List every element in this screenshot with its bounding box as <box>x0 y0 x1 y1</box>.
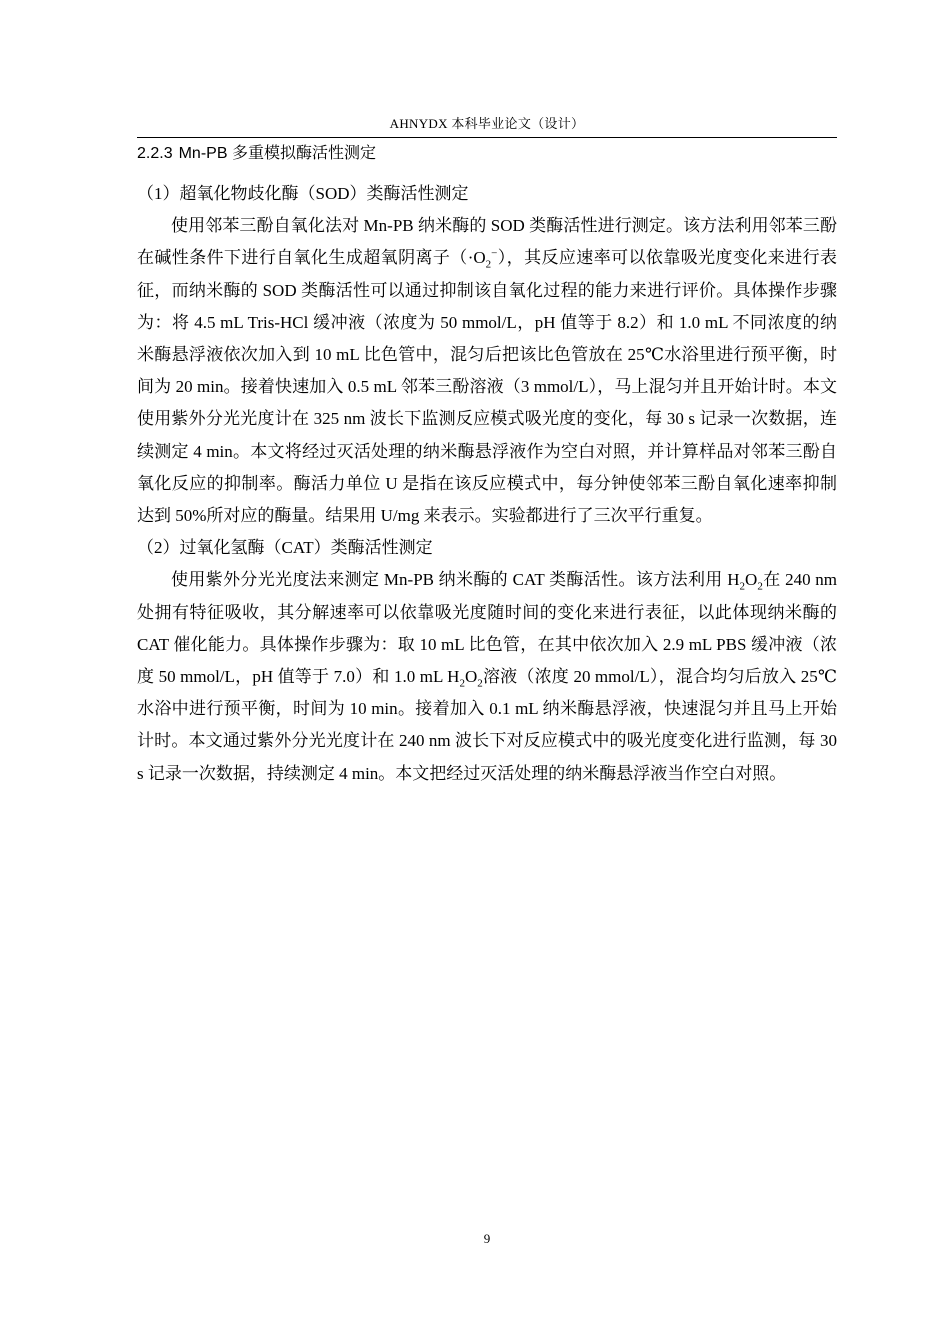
sod-text-a: 使用邻苯三酚自氧化法对 Mn-PB 纳米酶的 SOD 类酶活性进行测定。该方法利用邻苯三酚在碱性条件下进行自氧化生成超氧阴离子（·O <box>137 216 837 268</box>
cat-text-a: 使用紫外分光光度法来测定 Mn-PB 纳米酶的 CAT 类酶活性。该方法利用 H <box>171 570 740 590</box>
h2o2-subscript: 2 <box>459 677 465 690</box>
sod-paragraph <box>137 210 837 532</box>
sod-text-b: ），其反应速率可以依靠吸光度变化来进行表征，而纳米酶的 SOD 类酶活性可以通过抑制该自氧化过程的能力来进行评价。具体操作步骤为：将 4.5 mL Tris-HCl 缓冲液（浓度为 50 mmol/L，pH 值等于 8.2）和 1.0 mL 不同浓度的纳米酶悬浮液依次加入到 10 mL 比色管中，混匀后把该比色管放在 25℃水浴里进行预平衡，时间为 20 min。接着快速加入 0.5 mL 邻苯三酚溶液（3 mmol/L），马上混匀并且开始计时。本文使用紫外分光光度计在 325 nm 波长下监测反应模式吸光度的变化，每 30 s 记录一次数据，连续测定 4 min。本文将经过灭活处理的纳米酶悬浮液作为空白对照，并计算样品对邻苯三酚自氧化反应的抑制率。酶活力单位 U 是指在该反应模式中，每分钟使邻苯三酚自氧化速率抑制达到 50%所对应的酶量。结果用 U/mg 来表示。实验都进行了三次平行重复。 <box>137 248 837 526</box>
section-heading <box>137 143 376 165</box>
cat-paragraph <box>137 564 837 789</box>
section-title: Mn-PB 多重模拟酶活性测定 <box>178 145 376 162</box>
section-number: 2.2.3 <box>137 145 173 162</box>
page-number: 9 <box>483 1231 491 1246</box>
cat-subheading: （2）过氧化氢酶（CAT）类酶活性测定 <box>137 538 433 558</box>
h2o2-subscript: 2 <box>757 580 763 593</box>
h2o2-o: O <box>745 570 758 590</box>
h2o2-o: O <box>464 667 478 687</box>
h2o2-subscript: 2 <box>477 677 483 690</box>
h2o2-subscript: 2 <box>739 580 746 593</box>
page-header: AHNYDX 本科毕业论文（设计） <box>389 116 585 131</box>
superoxide-subscript: 2 <box>485 258 492 271</box>
sod-subheading: （1）超氧化物歧化酶（SOD）类酶活性测定 <box>137 184 469 203</box>
cat-text-b: 在 240 nm 处拥有特征吸收，其分解速率可以依靠吸光度随时间的变化来进行表征，以此体现纳米酶的 CAT 催化能力。具体操作步骤为：取 10 mL 比色管，在其中依次加入 2.9 mL PBS 缓冲液（浓度 50 mmol/L，pH 值等于 7.0）和 1.0 mL H <box>137 570 837 687</box>
superoxide-superscript: − <box>491 247 498 260</box>
cat-text-c: 溶液（浓度 20 mmol/L），混合均匀后放入 25℃水浴中进行预平衡，时间为 10 min。接着加入 0.1 mL 纳米酶悬浮液，快速混匀并且马上开始计时。本文通过紫外分光光度计在 240 nm 波长下对反应模式中的吸光度变化进行监测，每 30 s 记录一次数据，持续测定 4 min。本文把经过灭活处理的纳米酶悬浮液当作空白对照。 <box>137 667 838 783</box>
body-text <box>137 178 837 790</box>
header-rule <box>137 137 837 138</box>
